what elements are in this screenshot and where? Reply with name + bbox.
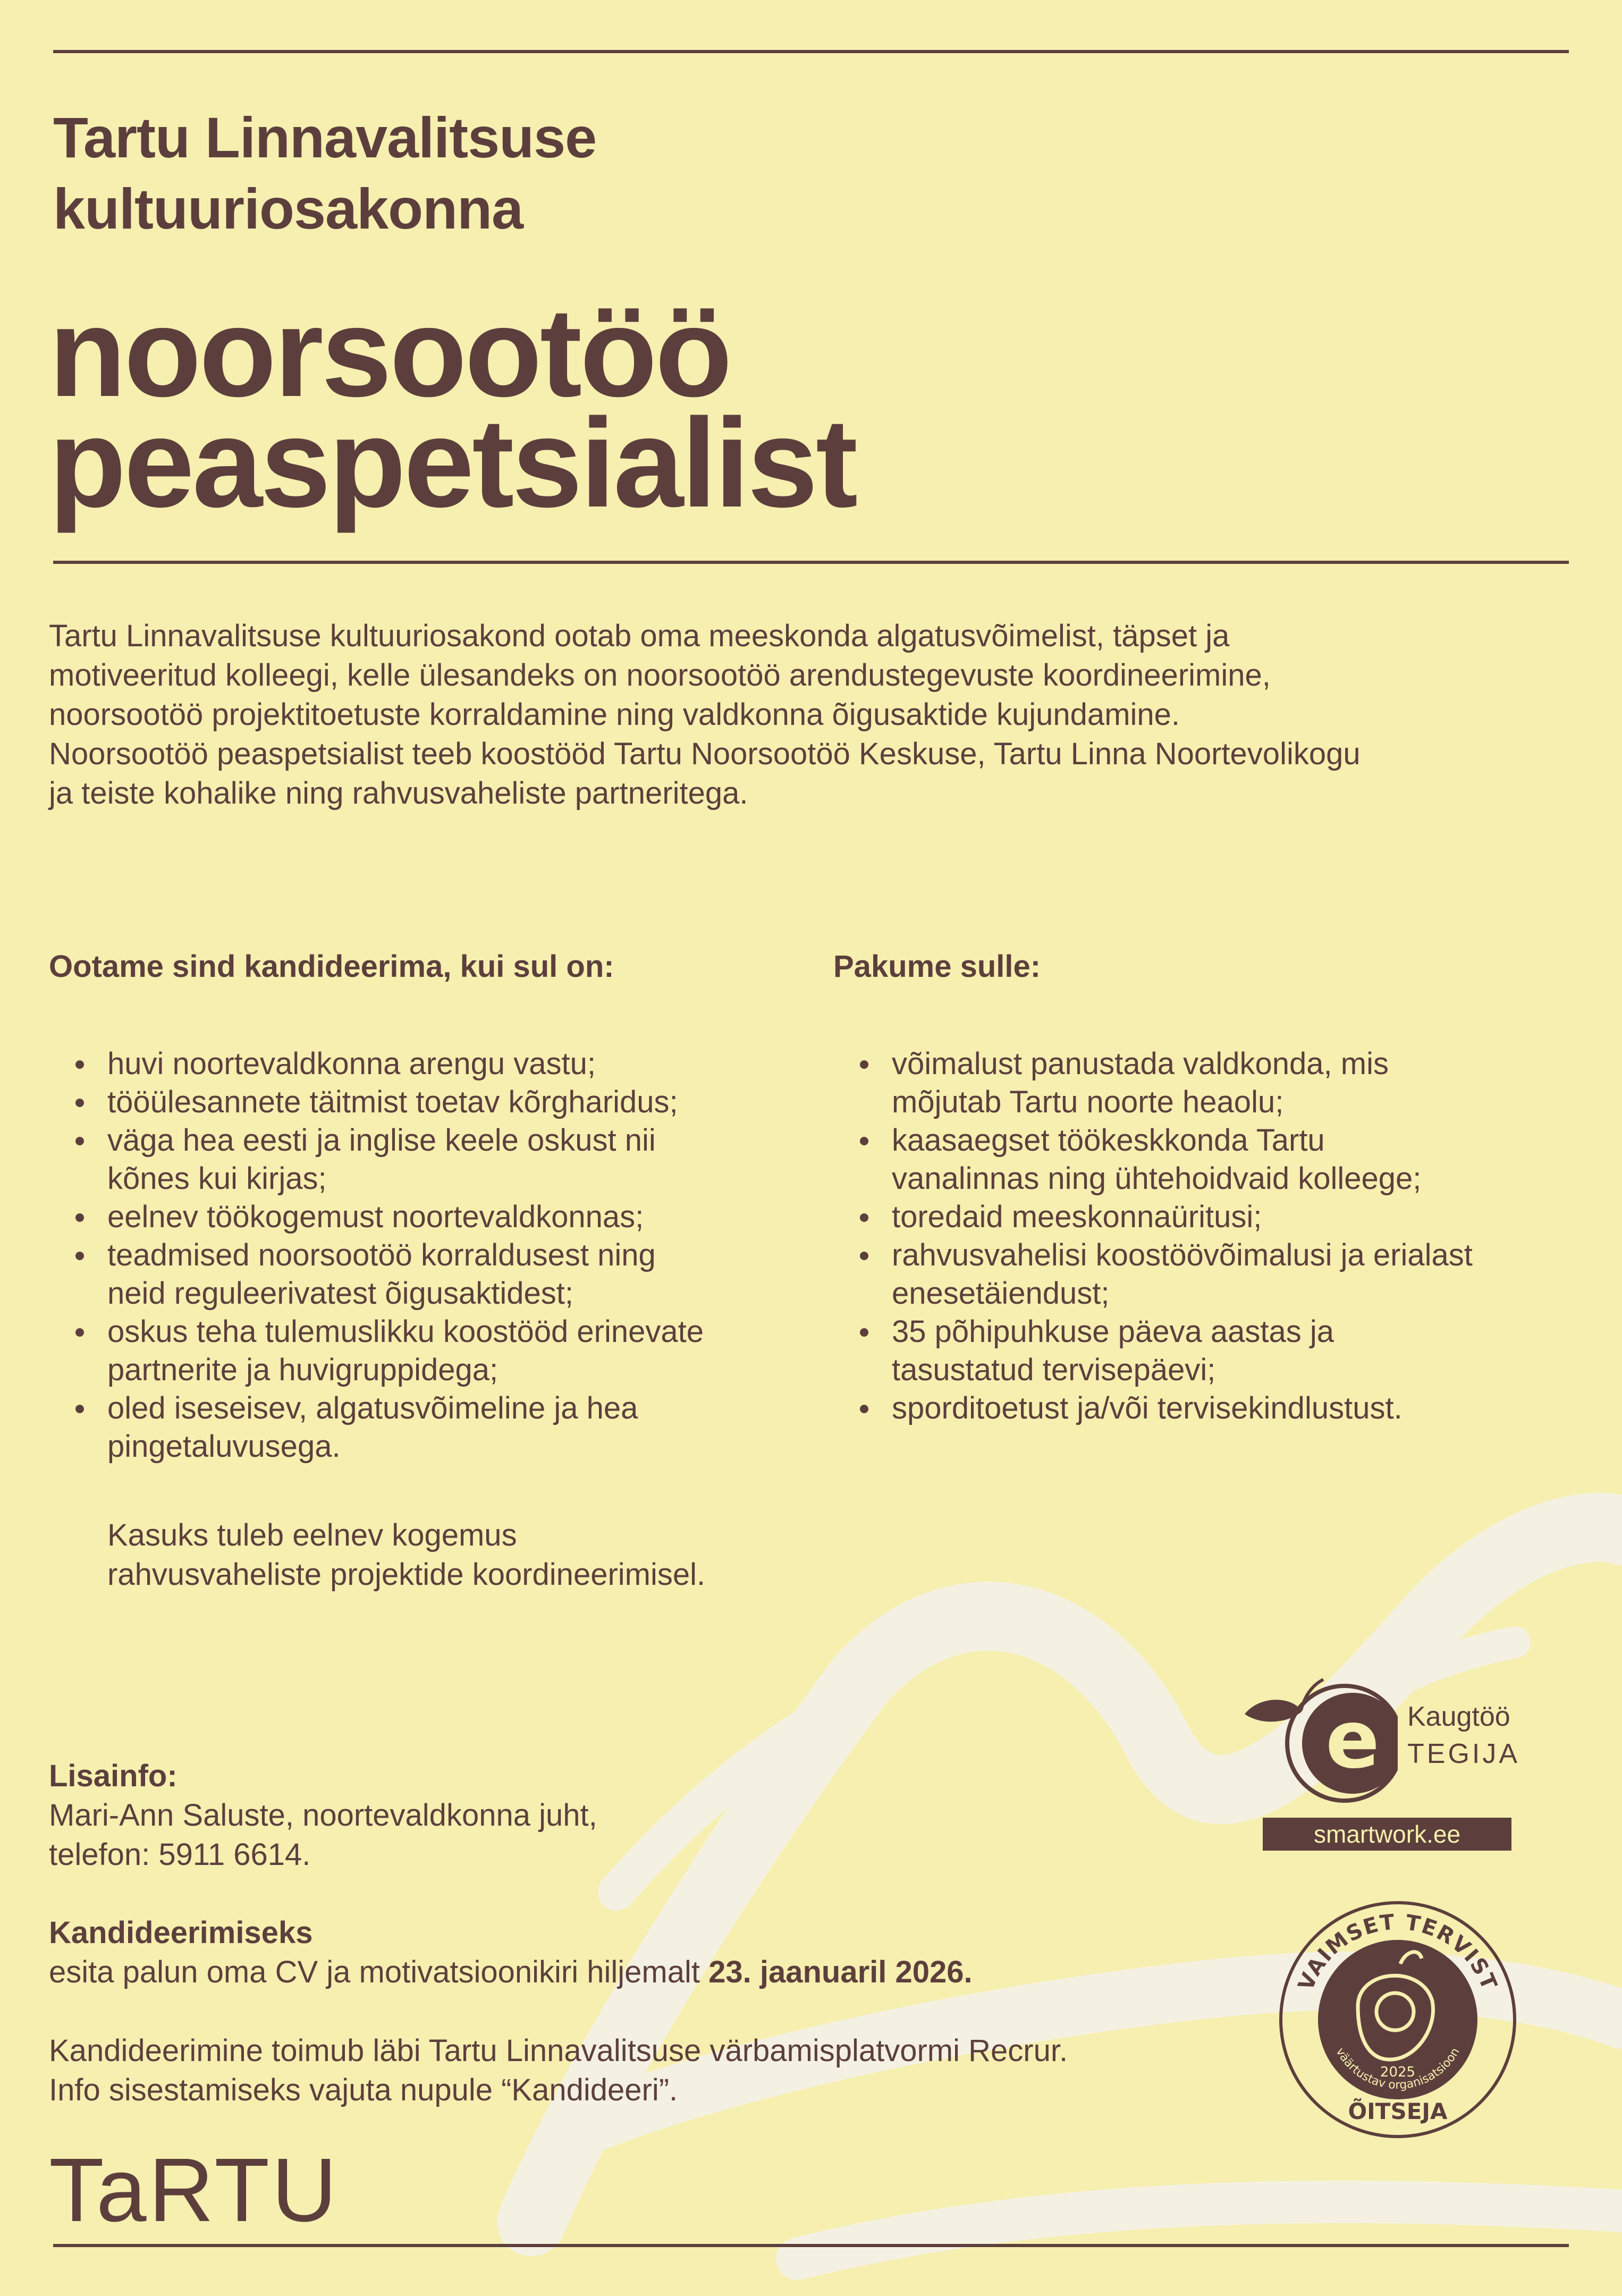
contact-name: Mari-Ann Saluste, noortevaldkonna juht,: [49, 1798, 597, 1833]
list-item: võimalust panustada valdkonda, mis mõjutab Tartu noorte heaolu;: [833, 1045, 1577, 1121]
intro-line: noorsootöö projektitoetuste korraldamine ning valdkonna õigusaktide kujundamine.: [49, 697, 1180, 732]
kaugtoo-text: [1407, 1698, 1520, 1772]
seal-bottom: ÕITSEJA: [1348, 2098, 1448, 2124]
requirements-heading: Ootame sind kandideerima, kui sul on:: [49, 949, 614, 984]
vaimset-tervist-seal: [1278, 1900, 1517, 2139]
offer-list: [833, 1045, 1577, 1428]
kaugtoo-tegija-logo: [1238, 1674, 1398, 1812]
top-rule: [53, 50, 1569, 53]
list-item: toredaid meeskonnaüritusi;: [833, 1198, 1577, 1236]
e-letter-icon: e: [1325, 1694, 1380, 1786]
org-name: [53, 102, 596, 244]
title-line-1: noorsootöö: [49, 282, 730, 423]
svg-text:VAIMSET TERVIST: VAIMSET TERVIST: [1294, 1910, 1502, 1994]
list-item: väga hea eesti ja inglise keele oskust nii kõnes kui kirjas;: [49, 1121, 793, 1198]
apply-heading: Kandideerimiseks: [49, 1915, 313, 1950]
advantage-note: [107, 1516, 705, 1594]
offer-heading: Pakume sulle:: [833, 949, 1041, 984]
note-line-1: Kasuks tuleb eelnev kogemus: [107, 1518, 517, 1552]
apply-deadline-line: esita palun oma CV ja motivatsioonikiri hiljemalt 23. jaanuaril 2026.: [49, 1955, 973, 1989]
contact-phone: telefon: 5911 6614.: [49, 1837, 311, 1872]
list-item: kaasaegset töökeskkonda Tartu vanalinnas ning ühtehoidvaid kolleege;: [833, 1121, 1577, 1198]
list-item: tööülesannete täitmist toetav kõrgharidus;: [49, 1083, 793, 1121]
list-item: rahvusvahelisi koostöövõimalusi ja erialast enesetäiendust;: [833, 1236, 1577, 1313]
list-item: sporditoetust ja/või tervisekindlustust.: [833, 1389, 1577, 1428]
kaugtoo-line-2: TEGIJA: [1407, 1738, 1520, 1769]
svg-text:väärtustav organisatsioon: väärtustav organisatsioon: [1333, 2046, 1463, 2092]
list-item: teadmised noorsootöö korraldusest ning neid reguleerivatest õigusaktidest;: [49, 1236, 793, 1313]
list-item: huvi noortevaldkonna arengu vastu;: [49, 1045, 793, 1083]
apply-block: [49, 1913, 1068, 2110]
list-item: eelnev töökogemust noortevaldkonnas;: [49, 1198, 793, 1236]
job-title: [49, 282, 856, 534]
intro-line: Noorsootöö peaspetsialist teeb koostööd Tartu Noorsootöö Keskuse, Tartu Linna Noortevolikogu: [49, 737, 1361, 771]
title-rule: [53, 561, 1569, 564]
intro-line: ja teiste kohalike ning rahvusvaheliste partneritega.: [49, 776, 748, 811]
org-line-1: Tartu Linnavalitsuse: [53, 105, 597, 170]
contact-heading: Lisainfo:: [49, 1759, 178, 1793]
intro-line: Tartu Linnavalitsuse kultuuriosakond ootab oma meeskonda algatusvõimelist, täpset ja: [49, 619, 1230, 653]
smartwork-label: smartwork.ee: [1313, 1820, 1461, 1848]
list-item: 35 põhipuhkuse päeva aastas ja tasustatud tervisepäevi;: [833, 1313, 1577, 1389]
intro-paragraph: [49, 617, 1569, 813]
apply-deadline: 23. jaanuaril 2026.: [708, 1955, 973, 1989]
list-item: oled iseseisev, algatusvõimeline ja hea pingetaluvusega.: [49, 1389, 793, 1466]
org-line-2: kultuuriosakonna: [53, 176, 523, 241]
contact-block: [49, 1757, 597, 1875]
list-item: oskus teha tulemuslikku koostööd erinevate partnerite ja huvigruppidega;: [49, 1313, 793, 1389]
tartu-logo: TaRTU: [49, 2140, 339, 2241]
smartwork-badge: [1263, 1818, 1511, 1851]
intro-line: motiveeritud kolleegi, kelle ülesandeks on noorsootöö arendustegevuste koordineerimine,: [49, 658, 1271, 693]
kaugtoo-line-1: Kaugtöö: [1407, 1701, 1510, 1732]
bottom-rule: [53, 2244, 1569, 2247]
requirements-list: [49, 1045, 793, 1466]
note-line-2: rahvusvaheliste projektide koordineerimisel.: [107, 1557, 706, 1592]
apply-instruction-line: Info sisestamiseks vajuta nupule “Kandideeri”.: [49, 2073, 678, 2107]
seal-year: 2025: [1380, 2064, 1416, 2080]
title-line-2: peaspetsialist: [49, 393, 856, 534]
apply-platform-line: Kandideerimine toimub läbi Tartu Linnavalitsuse värbamisplatvormi Recrur.: [49, 2033, 1068, 2068]
